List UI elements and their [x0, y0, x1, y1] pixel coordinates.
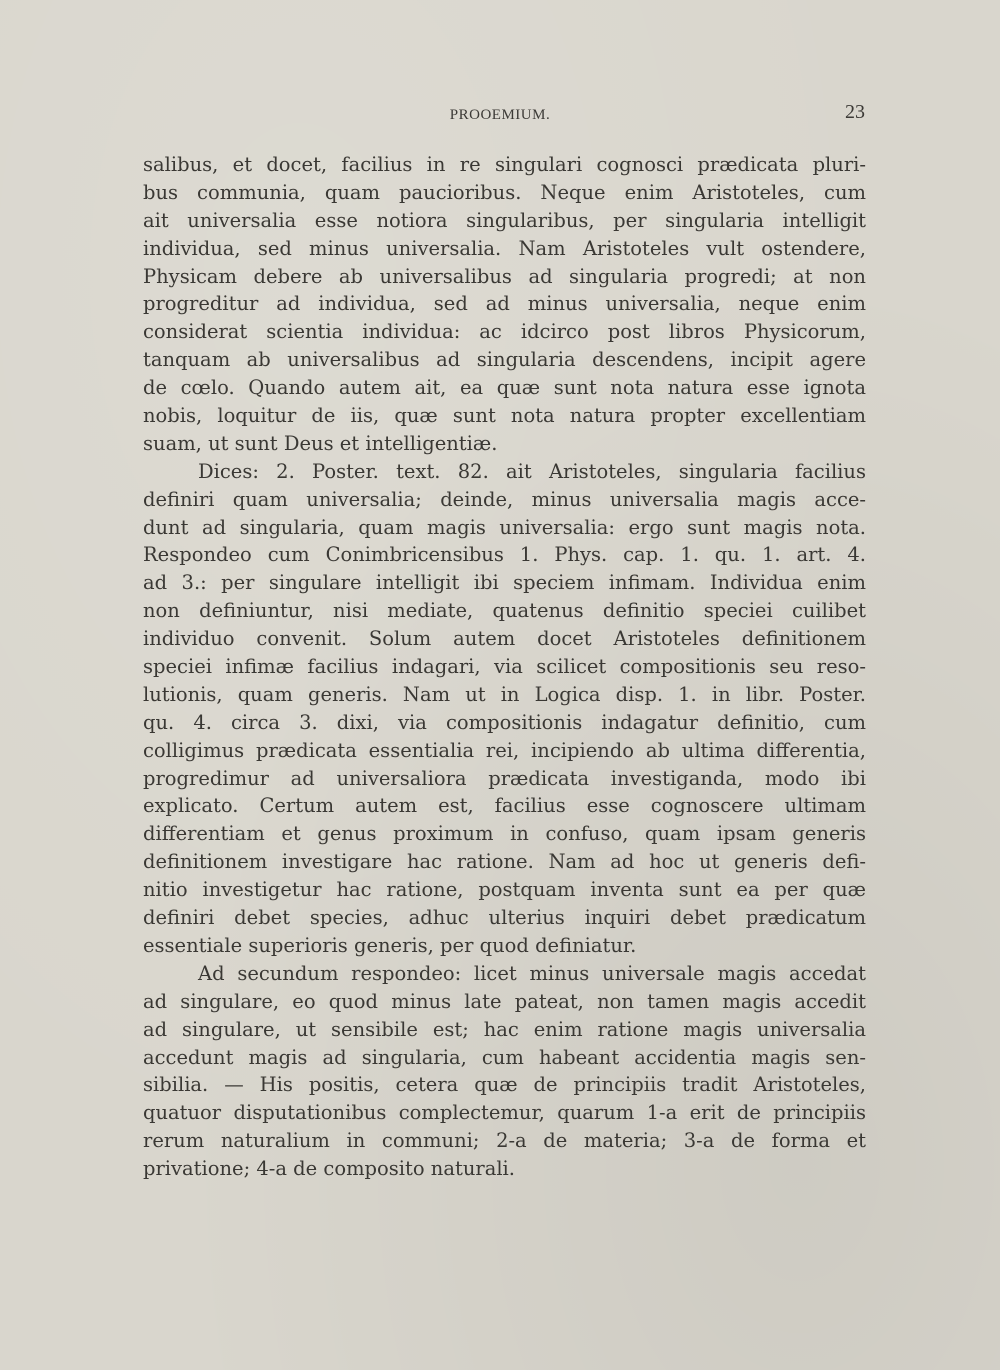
text-line: tanquam ab universalibus ad singularia descendens, incipit agere: [143, 348, 866, 372]
text-line: definiri debet species, adhuc ulterius inquiri debet prædicatum: [143, 906, 866, 930]
text-line: dunt ad singularia, quam magis universalia: ergo sunt magis nota.: [143, 515, 866, 539]
text-line: quatuor disputationibus complectemur, quarum 1-a erit de principiis: [143, 1101, 866, 1125]
text-line: ad 3.: per singulare intelligit ibi speciem infimam. Individua enim: [143, 571, 866, 595]
text-line: sibilia. — His positis, cetera quæ de principiis tradit Aristoteles,: [143, 1073, 866, 1097]
page-number: 23: [845, 101, 865, 123]
text-line: de cœlo. Quando autem ait, ea quæ sunt nota natura esse ignota: [143, 376, 866, 400]
text-line: definiri quam universalia; deinde, minus universalia magis acce-: [143, 487, 866, 511]
text-line: nitio investigetur hac ratione, postquam inventa sunt ea per quæ: [143, 878, 866, 902]
text-line: ait universalia esse notiora singularibus, per singularia intelligit: [143, 208, 866, 232]
text-line: individua, sed minus universalia. Nam Aristoteles vult ostendere,: [143, 236, 866, 260]
text-line: lutionis, quam generis. Nam ut in Logica disp. 1. in libr. Poster.: [143, 682, 866, 706]
text-line: considerat scientia individua: ac idcirco post libros Physicorum,: [143, 320, 866, 344]
text-line: differentiam et genus proximum in confuso, quam ipsam generis: [143, 822, 866, 846]
body-text: [143, 151, 866, 1183]
running-title: PROOEMIUM.: [449, 107, 551, 123]
text-line: Physicam debere ab universalibus ad singularia progredi; at non: [143, 264, 866, 288]
text-line: essentiale superioris generis, per quod definiatur.: [143, 933, 637, 957]
text-line: explicato. Certum autem est, facilius esse cognoscere ultimam: [143, 794, 866, 818]
text-line: progreditur ad individua, sed ad minus universalia, neque enim: [143, 292, 866, 316]
text-line: Ad secundum respondeo: licet minus universale magis accedat: [198, 961, 866, 985]
text-line: salibus, et docet, facilius in re singulari cognosci prædicata pluri-: [143, 153, 866, 176]
text-line: accedunt magis ad singularia, cum habeant accidentia magis sen-: [143, 1045, 866, 1069]
text-line: ad singulare, ut sensibile est; hac enim ratione magis universalia: [143, 1017, 866, 1041]
text-line: qu. 4. circa 3. dixi, via compositionis indagatur definitio, cum: [143, 710, 866, 734]
text-line: Respondeo cum Conimbricensibus 1. Phys. cap. 1. qu. 1. art. 4.: [143, 543, 866, 567]
text-line: Dices: 2. Poster. text. 82. ait Aristoteles, singularia facilius: [198, 459, 866, 483]
text-line: ad singulare, eo quod minus late pateat, non tamen magis accedit: [143, 989, 866, 1013]
text-line: speciei infimæ facilius indagari, via scilicet compositionis seu reso-: [143, 655, 866, 679]
text-line: individuo convenit. Solum autem docet Aristoteles definitionem: [143, 627, 866, 651]
text-line: rerum naturalium in communi; 2-a de materia; 3-a de forma et: [143, 1129, 866, 1153]
text-line: bus communia, quam paucioribus. Neque enim Aristoteles, cum: [143, 180, 866, 204]
text-line: non definiuntur, nisi mediate, quatenus definitio speciei cuilibet: [143, 599, 866, 623]
text-line: colligimus prædicata essentialia rei, incipiendo ab ultima differentia,: [143, 738, 866, 762]
text-line: definitionem investigare hac ratione. Nam ad hoc ut generis defi-: [143, 850, 866, 874]
text-line: nobis, loquitur de iis, quæ sunt nota natura propter excellentiam: [143, 404, 866, 428]
text-line: suam, ut sunt Deus et intelligentiæ.: [143, 431, 498, 455]
text-line: privatione; 4-a de composito naturali.: [143, 1157, 515, 1181]
text-line: progredimur ad universaliora prædicata investiganda, modo ibi: [143, 766, 866, 790]
